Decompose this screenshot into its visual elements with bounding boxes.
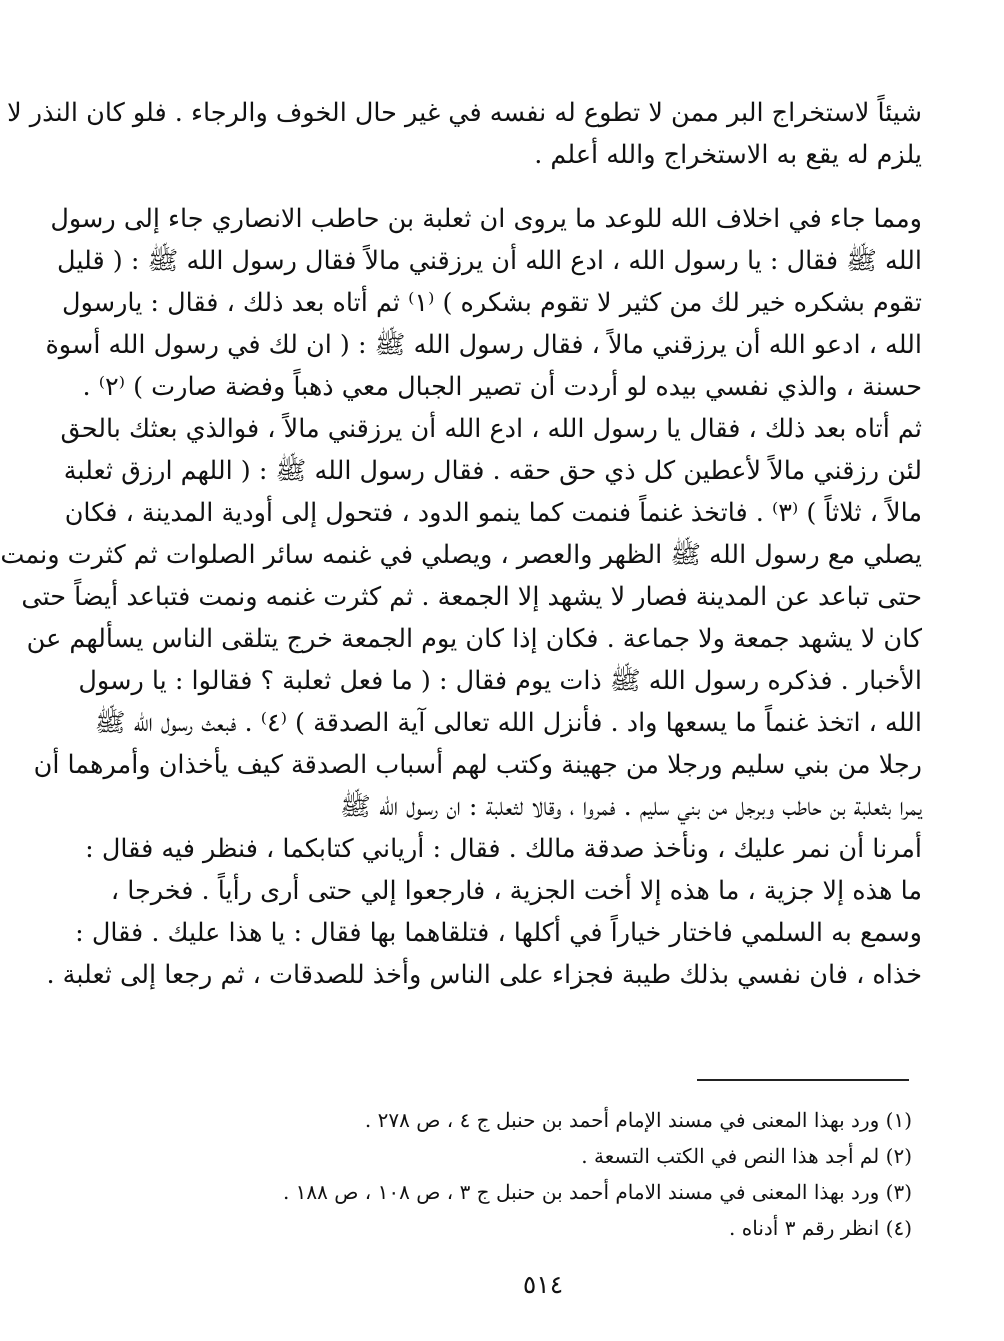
text-line: الأخبار . فذكره رسول الله ﷺ ذات يوم فقال : ( ما فعل ثعلبة ؟ فقالوا : يا رسول: [78, 666, 922, 696]
text-line: الله ، ادعو الله أن يرزقني مالاً ، فقال رسول الله ﷺ : ( ان لك في رسول الله أسوة: [45, 330, 922, 360]
text-line: رجلا من بني سليم ورجلا من جهينة وكتب لهم أسباب الصدقة كيف يأخذان وأمرهما أن: [33, 750, 922, 780]
footnote-1: (١) ورد بهذا المعنى في مسند الإمام أحمد بن حنبل ج ٤ ، ص ٢٧٨ .: [364, 1108, 912, 1132]
text-line: شيئاً لاستخراج البر ممن لا تطوع له نفسه في غير حال الخوف والرجاء . فلو كان النذر لا: [7, 98, 922, 128]
text-line: ما هذه إلا جزية ، ما هذه إلا أخت الجزية ، فارجعوا إلي حتى أرى رأياً . فخرجا ،: [110, 876, 922, 906]
footnote-2: (٢) لم أجد هذا النص في الكتب التسعة .: [581, 1144, 912, 1168]
text-line: يمرا بثعلبة بن حاطب وبرجل من بني سليم . فمروا ، وقالا لثعلبة : ان رسول الله ﷺ: [340, 792, 922, 822]
paragraph-1: [7, 92, 922, 176]
paragraph-2: [0, 198, 922, 996]
footnotes: [172, 1102, 912, 1246]
footnote-separator: [697, 1079, 909, 1081]
text-line: الله ﷺ فقال : يا رسول الله ، ادع الله أن يرزقني مالاً فقال رسول الله ﷺ : ( قليل: [57, 246, 922, 276]
footnote-3: (٣) ورد بهذا المعنى في مسند الامام أحمد بن حنبل ج ٣ ، ص ١٠٨ ، ص ١٨٨ .: [282, 1180, 912, 1204]
footnote-4: (٤) انظر رقم ٣ أدناه .: [729, 1216, 912, 1240]
page-number: ٥١٤: [522, 1270, 564, 1299]
text-line: يلزم له يقع به الاستخراج والله أعلم .: [534, 140, 922, 170]
text-line: يصلي مع رسول الله ﷺ الظهر والعصر ، ويصلي في غنمه سائر الصلوات ثم كثرت ونمت: [0, 540, 922, 570]
text-line: حتى تباعد عن المدينة فصار لا يشهد إلا الجمعة . ثم كثرت غنمه ونمت فتباعد أيضاً حتى: [21, 582, 922, 612]
text-line: حسنة ، والذي نفسي بيده لو أردت أن تصير الجبال معي ذهباً وفضة صارت ) ⁽٢⁾ .: [82, 372, 922, 402]
text-line: ومما جاء في اخلاف الله للوعد ما يروى ان ثعلبة بن حاطب الانصاري جاء إلى رسول: [50, 204, 922, 234]
text-line: ثم أتاه بعد ذلك ، فقال يا رسول الله ، ادع الله أن يرزقني مالاً ، فوالذي بعثك بالحق: [60, 414, 922, 444]
text-line: تقوم بشكره خير لك من كثير لا تقوم بشكره ) ⁽١⁾ ثم أتاه بعد ذلك ، فقال : يارسول: [62, 288, 922, 318]
text-line: كان لا يشهد جمعة ولا جماعة . فكان إذا كان يوم الجمعة خرج يتلقى الناس يسألهم عن: [26, 624, 922, 654]
text-line: وسمع به السلمي فاختار خياراً في أكلها ، فتلقاهما بها فقال : يا هذا عليك . فقال :: [75, 918, 922, 948]
text-line: لئن رزقني مالاً لأعطين كل ذي حق حقه . فقال رسول الله ﷺ : ( اللهم ارزق ثعلبة: [63, 456, 922, 486]
text-line: مالاً ، ثلاثاً ) ⁽٣⁾ . فاتخذ غنماً فنمت كما ينمو الدود ، فتحول إلى أودية المدينة ، فكان: [64, 498, 922, 528]
text-line: خذاه ، فان نفسي بذلك طيبة فجزاء على الناس وأخذ للصدقات ، ثم رجعا إلى ثعلبة .: [46, 960, 922, 990]
text-line: أمرنا أن نمر عليك ، ونأخذ صدقة مالك . فقال : أرياني كتابكما ، فنظر فيه فقال :: [85, 834, 922, 864]
text-line: الله ، اتخذ غنماً ما يسعها واد . فأنزل الله تعالى آية الصدقة ) ⁽٤⁾ . فبعث رسول الله ﷺ: [94, 708, 922, 738]
